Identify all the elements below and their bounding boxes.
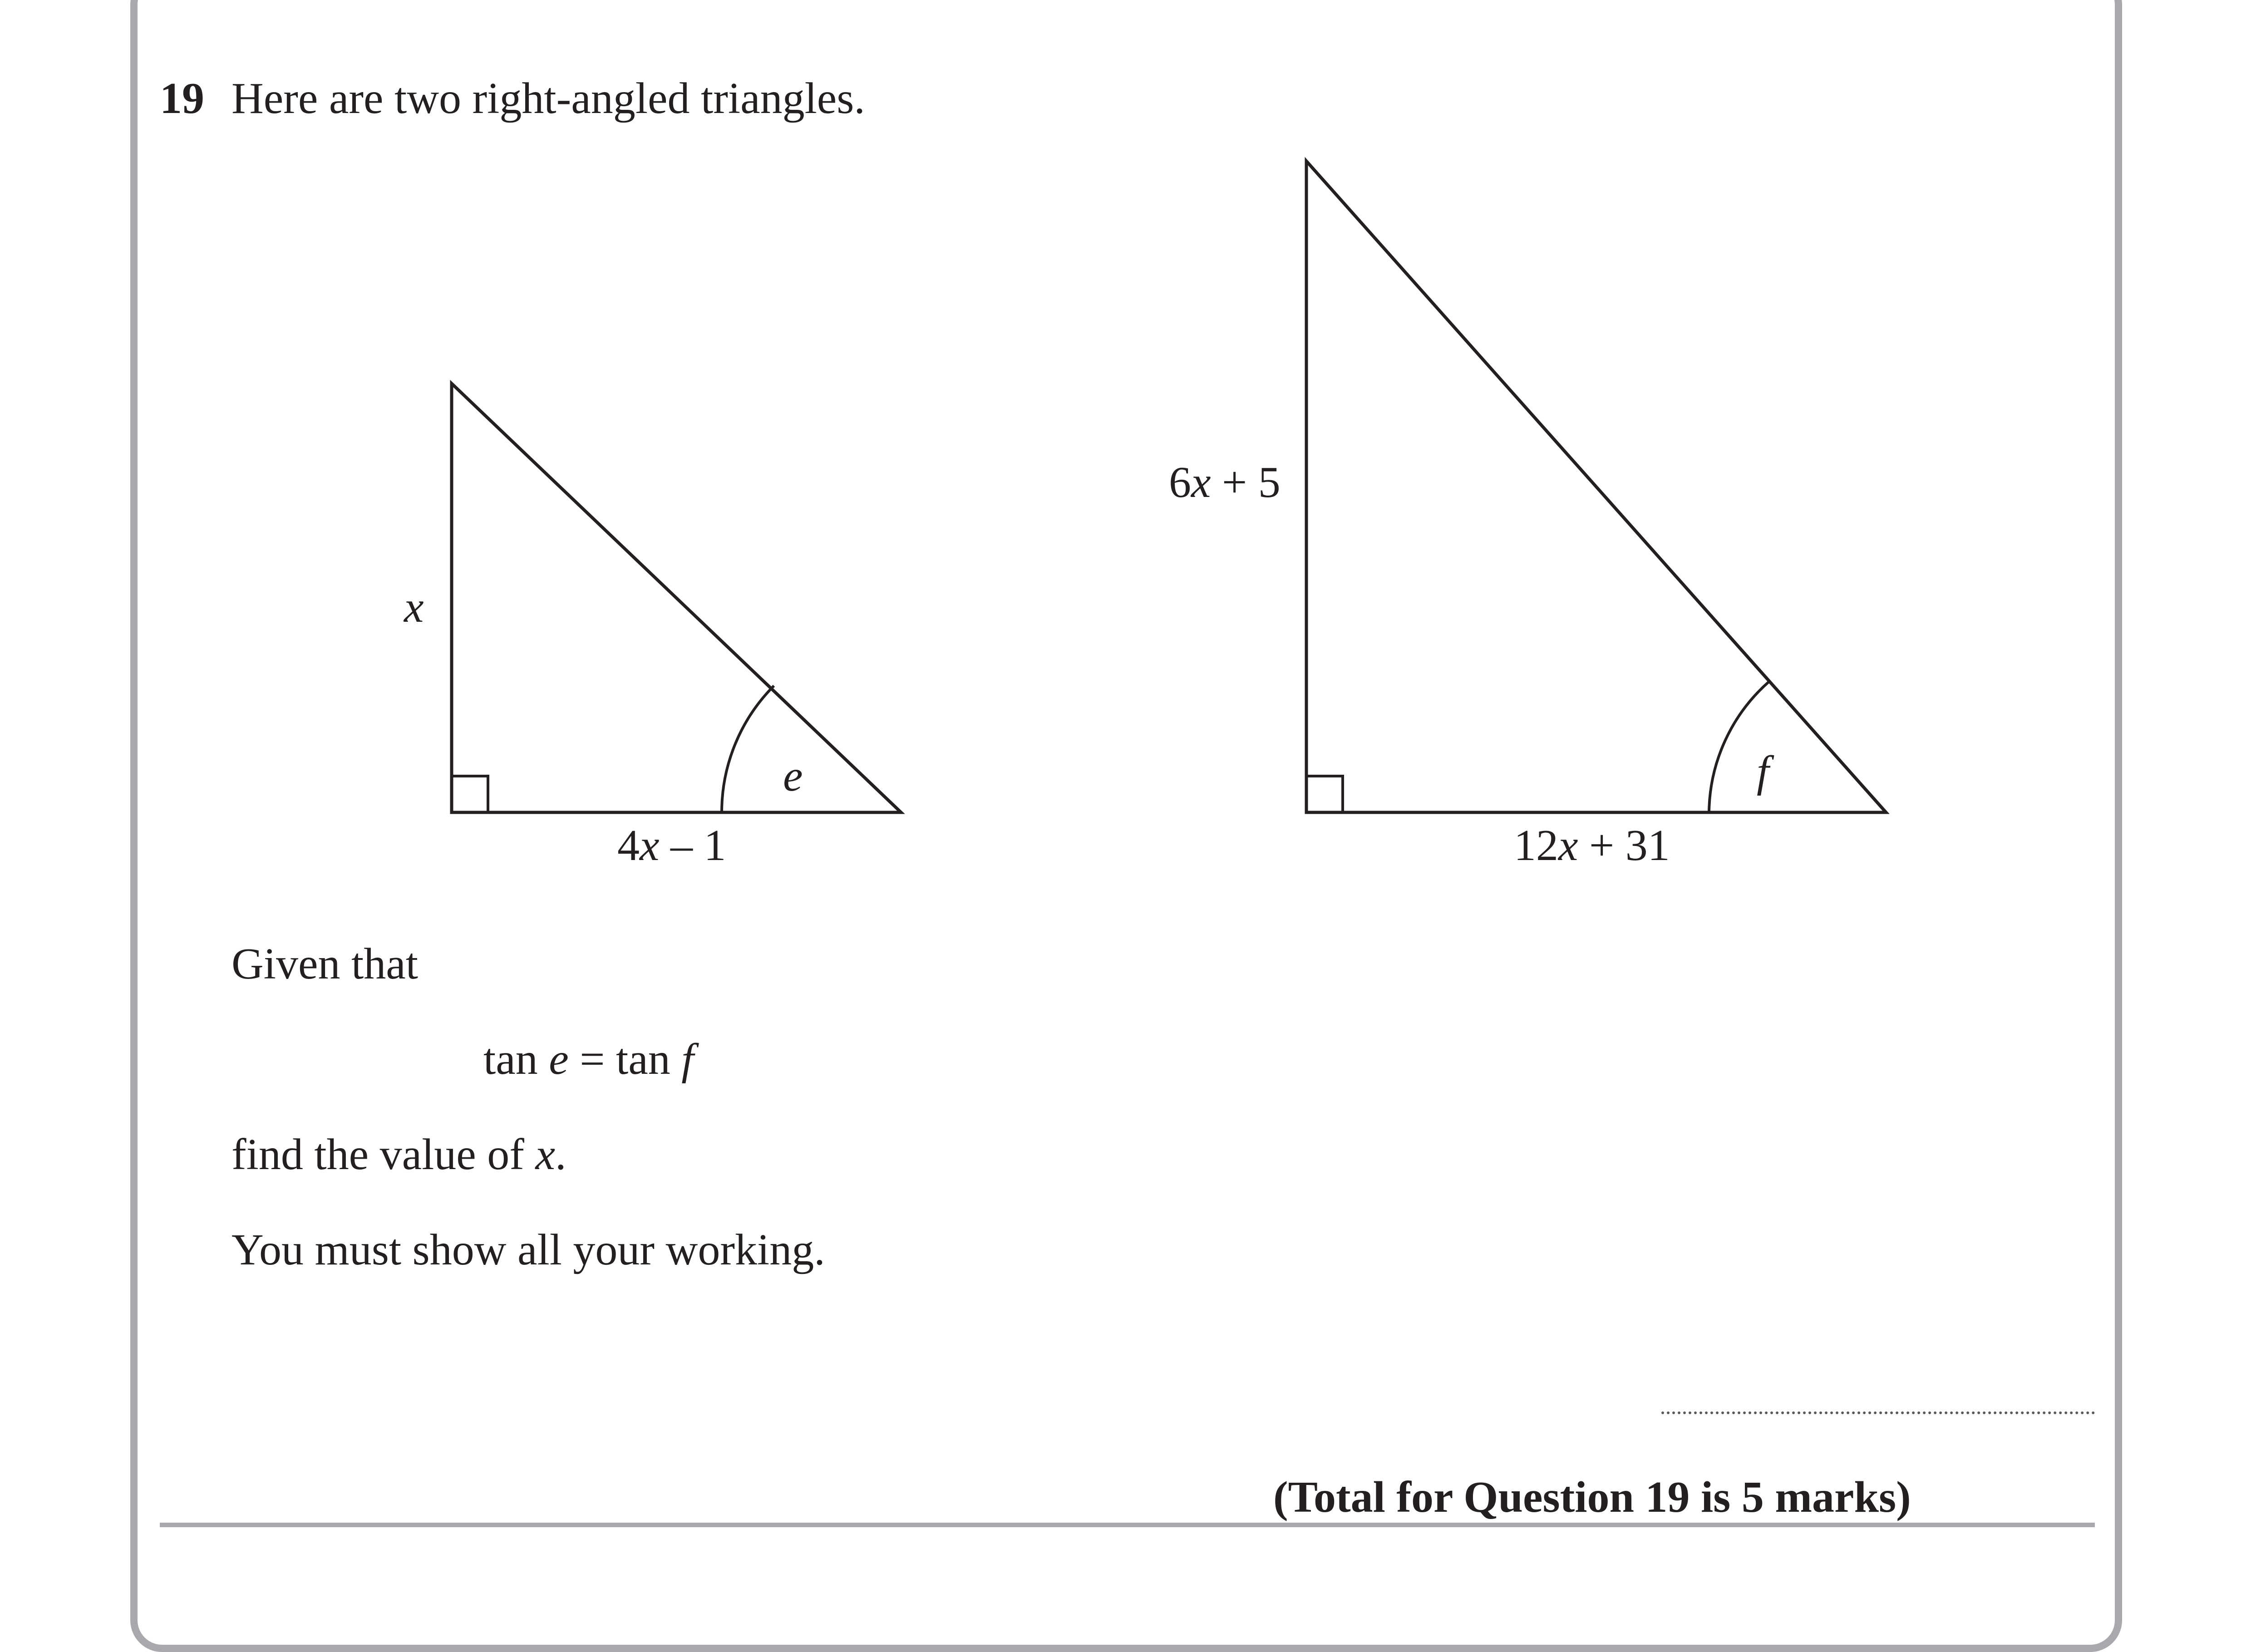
large-right-angle-marker bbox=[1306, 776, 1343, 812]
equation-part2: = tan bbox=[568, 1035, 682, 1084]
small-vertical-label: x bbox=[404, 583, 424, 632]
large-triangle-outline bbox=[1306, 161, 1886, 812]
large-angle-label: f bbox=[1757, 747, 1769, 796]
small-triangle-outline bbox=[452, 384, 901, 812]
bottom-rule bbox=[160, 1523, 2095, 1527]
given-that-text: Given that bbox=[232, 939, 418, 988]
equation bbox=[483, 1037, 694, 1082]
small-triangle bbox=[403, 384, 901, 870]
large-triangle bbox=[1169, 161, 1886, 870]
question-number: 19 bbox=[160, 74, 204, 123]
find-end: . bbox=[555, 1130, 566, 1179]
large-vertical-label: 6x + 5 bbox=[1169, 458, 1281, 507]
small-base-label: 4x – 1 bbox=[617, 821, 726, 870]
small-right-angle-marker bbox=[452, 776, 488, 812]
equation-var-f: f bbox=[681, 1035, 694, 1084]
total-marks: (Total for Question 19 is 5 marks) bbox=[1273, 1473, 1911, 1522]
equation-var-e: e bbox=[549, 1035, 569, 1084]
question-intro: Here are two right-angled triangles. bbox=[232, 74, 865, 123]
small-angle-arc bbox=[722, 686, 774, 812]
small-angle-label: e bbox=[783, 752, 803, 801]
find-var: x bbox=[535, 1130, 555, 1179]
find-text: find the value of bbox=[232, 1130, 536, 1179]
equation-part1: tan bbox=[483, 1035, 549, 1084]
large-base-label: 12x + 31 bbox=[1514, 821, 1670, 870]
find-value-text bbox=[232, 1132, 566, 1177]
instruction-text: You must show all your working. bbox=[232, 1225, 825, 1274]
answer-line[interactable] bbox=[1661, 1411, 2095, 1414]
